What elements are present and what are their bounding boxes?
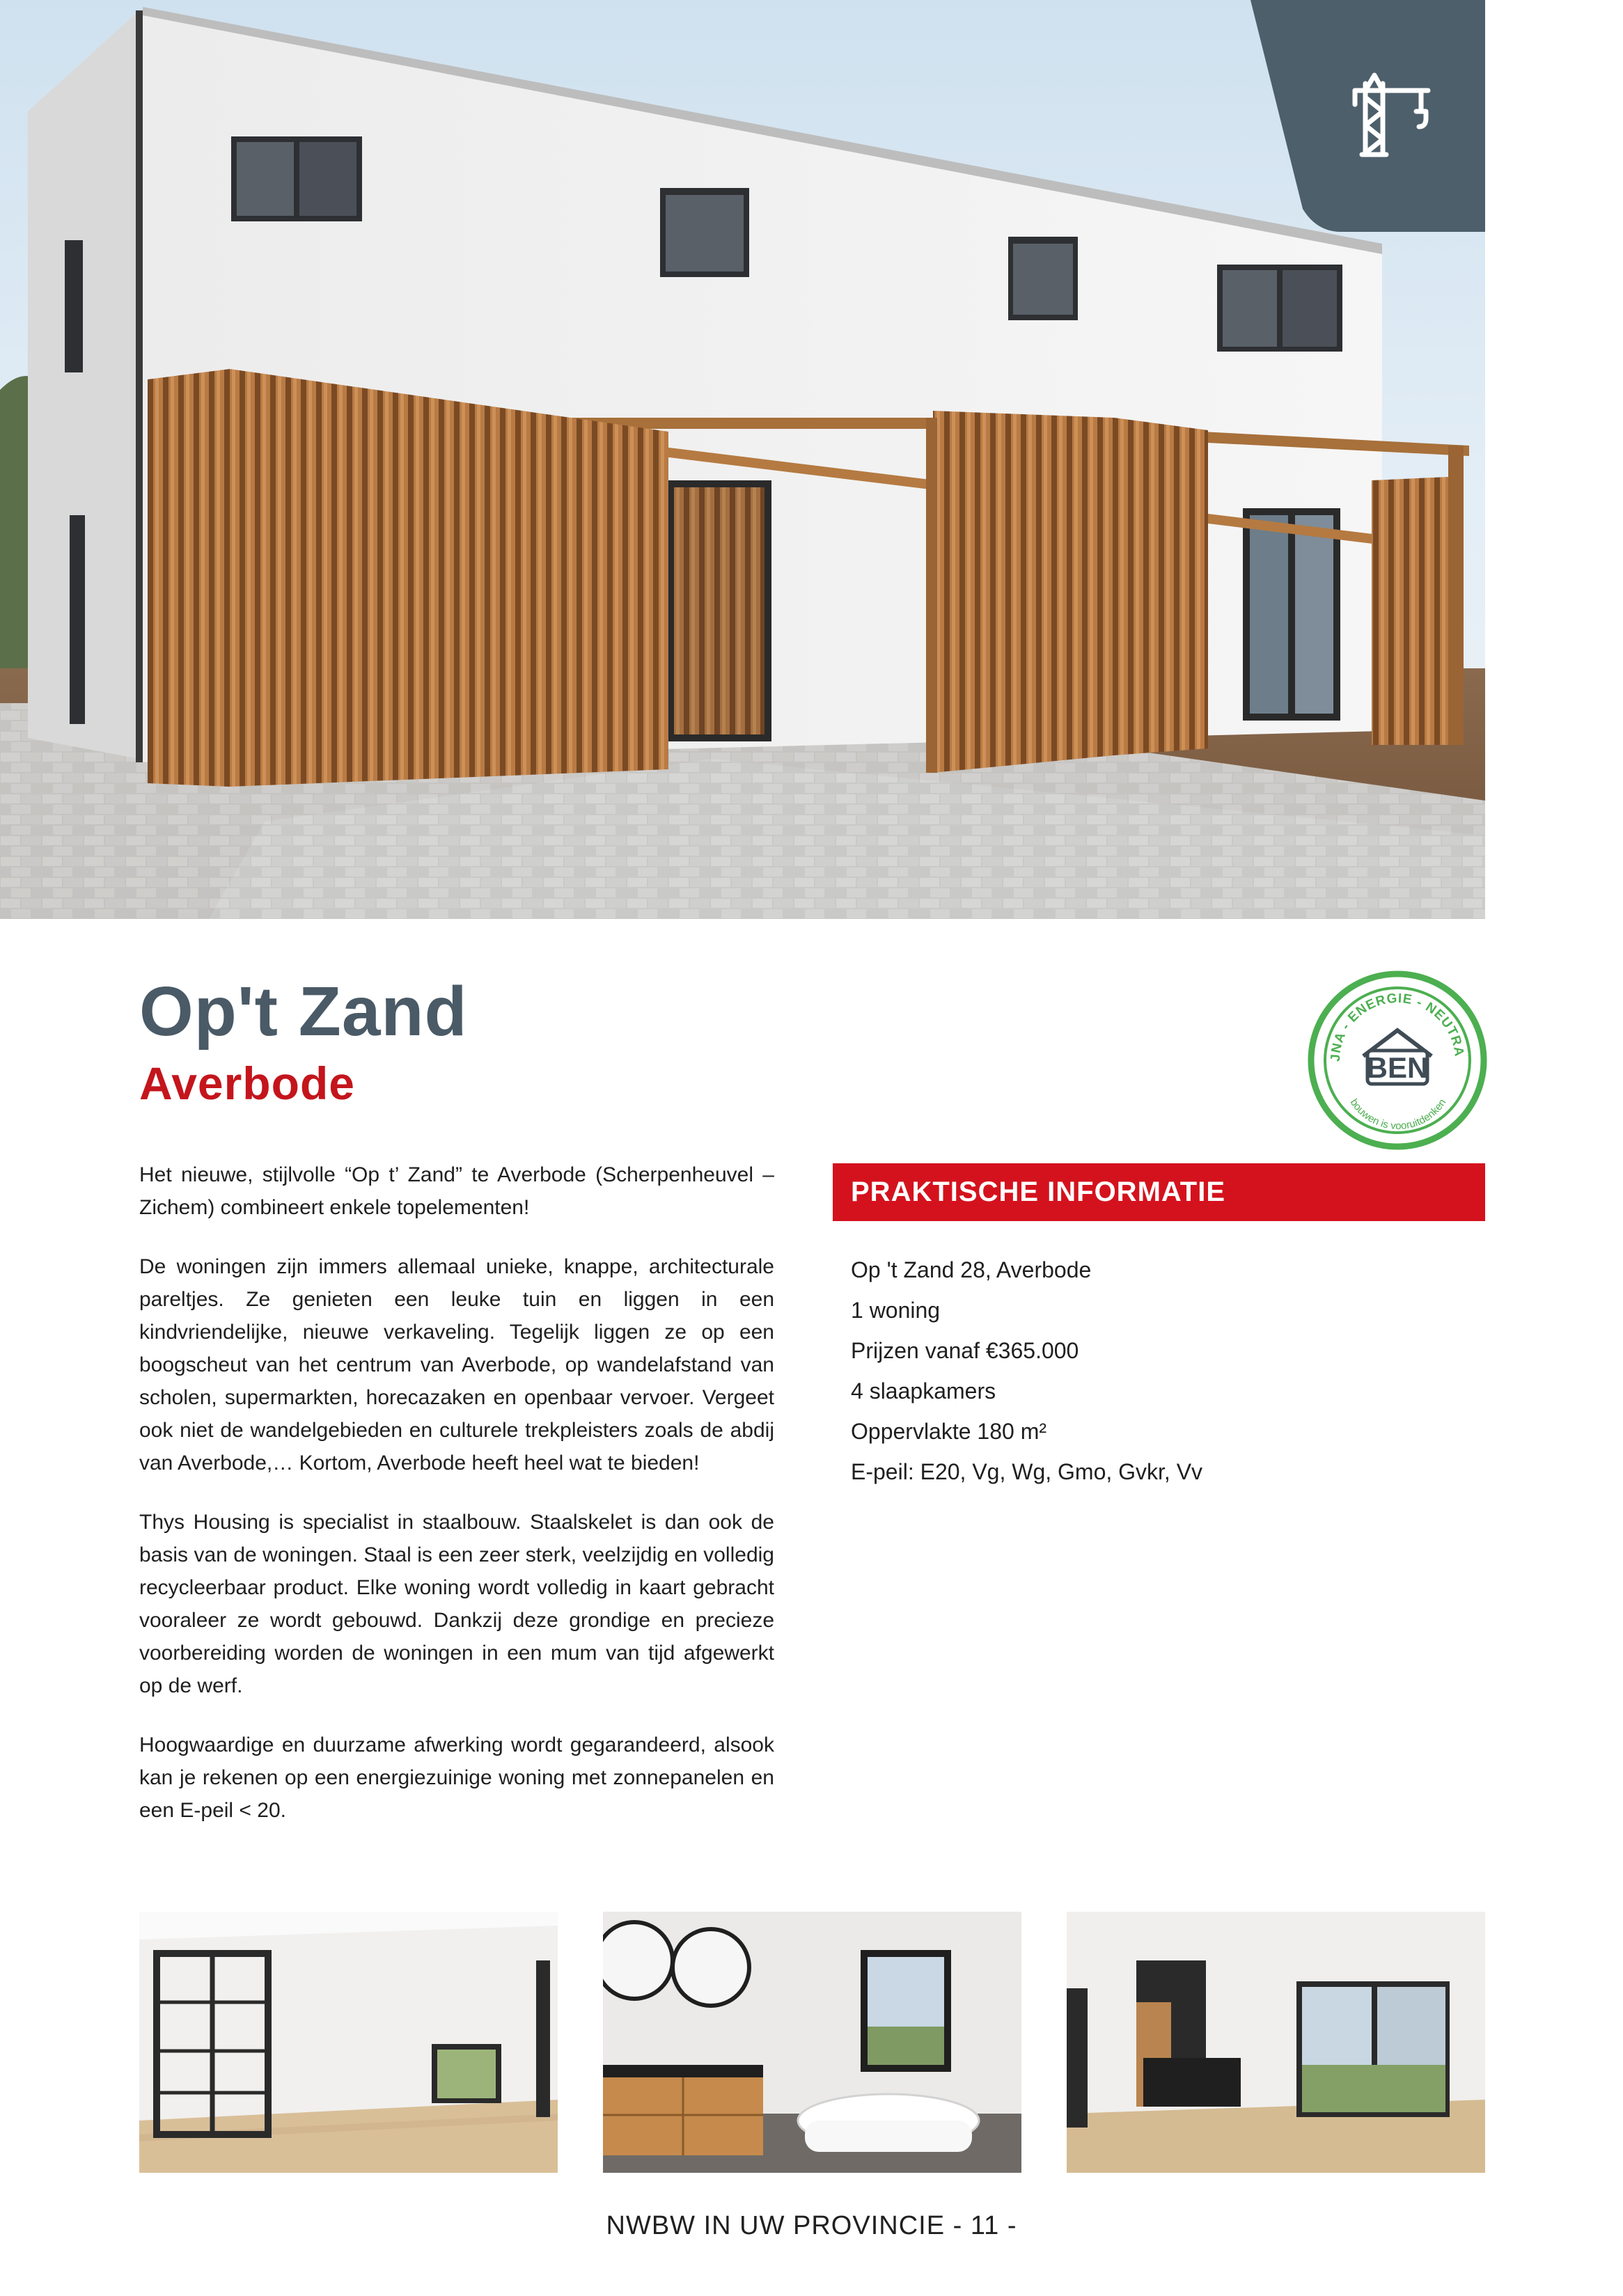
info-units: 1 woning <box>851 1298 941 1323</box>
description-paragraph: De woningen zijn immers allemaal unieke, knappe, architecturale pareltjes. Ze genieten een leuke tuin en liggen in een kindvriendelijke, nieuwe verkaveling. Tegelijk liggen ze op een boogscheut van het centrum van Averbode, op wandelafstand van scholen, supermarkten, horecazaken en openbaar vervoer. Vergeet ook niet de wandelgebieden en culturele trekpleisters zoals de abdij van Averbode,… Kortom, Averbode heeft heel wat te bieden! <box>139 1255 774 1475</box>
ben-logo-center-text: BEN <box>1366 1051 1429 1084</box>
thumbnail-kitchen <box>1067 1912 1485 2173</box>
info-bedrooms: 4 slaapkamers <box>851 1378 996 1403</box>
thumbnail-bathroom <box>603 1912 1021 2173</box>
ben-logo <box>1306 969 1489 1151</box>
hero-photo <box>0 0 1485 919</box>
corner-tab <box>1250 0 1485 232</box>
thumbnail-living-room <box>139 1912 558 2173</box>
description-paragraph: Thys Housing is specialist in staalbouw. Staalskelet is dan ook de basis van de woningen. Staal is een zeer sterk, veelzijdig en volledig recycleerbaar product. Elke woning wordt volledig in kaart gebracht vooraleer ze wordt gebouwd. Dankzij deze grondige en precieze voorbereiding worden de woningen in een mum van tijd afgewerkt op de werf. <box>139 1511 774 1697</box>
info-address: Op 't Zand 28, Averbode <box>851 1257 1092 1282</box>
description-paragraph: Het nieuwe, stijlvolle “Op t’ Zand” te Averbode (Scherpenheuvel – Zichem) combineert enkele topelementen! <box>139 1163 774 1219</box>
page-subtitle: Averbode <box>139 1057 355 1109</box>
info-epeil: E-peil: E20, Vg, Wg, Gmo, Gvkr, Vv <box>851 1459 1203 1484</box>
description-paragraph: Hoogwaardige en duurzame afwerking wordt gegarandeerd, alsook kan je rekenen op een energiezuinige woning met zonnepanelen en een E-peil < 20. <box>139 1733 774 1822</box>
info-area: Oppervlakte 180 m² <box>851 1419 1047 1444</box>
description <box>139 1158 774 1853</box>
info-list <box>851 1250 1202 1492</box>
page-footer: NWBW IN UW PROVINCIE - 11 - <box>606 2211 1017 2240</box>
ben-logo-bottom-text: bouwen is vooruitdenken <box>1347 1096 1449 1133</box>
info-price: Prijzen vanaf €365.000 <box>851 1338 1079 1363</box>
ben-logo-top-text: JNA - ENERGIE - NEUTRA <box>1328 991 1467 1062</box>
page-title: Op't Zand <box>139 973 468 1051</box>
info-heading: PRAKTISCHE INFORMATIE <box>833 1163 1485 1221</box>
